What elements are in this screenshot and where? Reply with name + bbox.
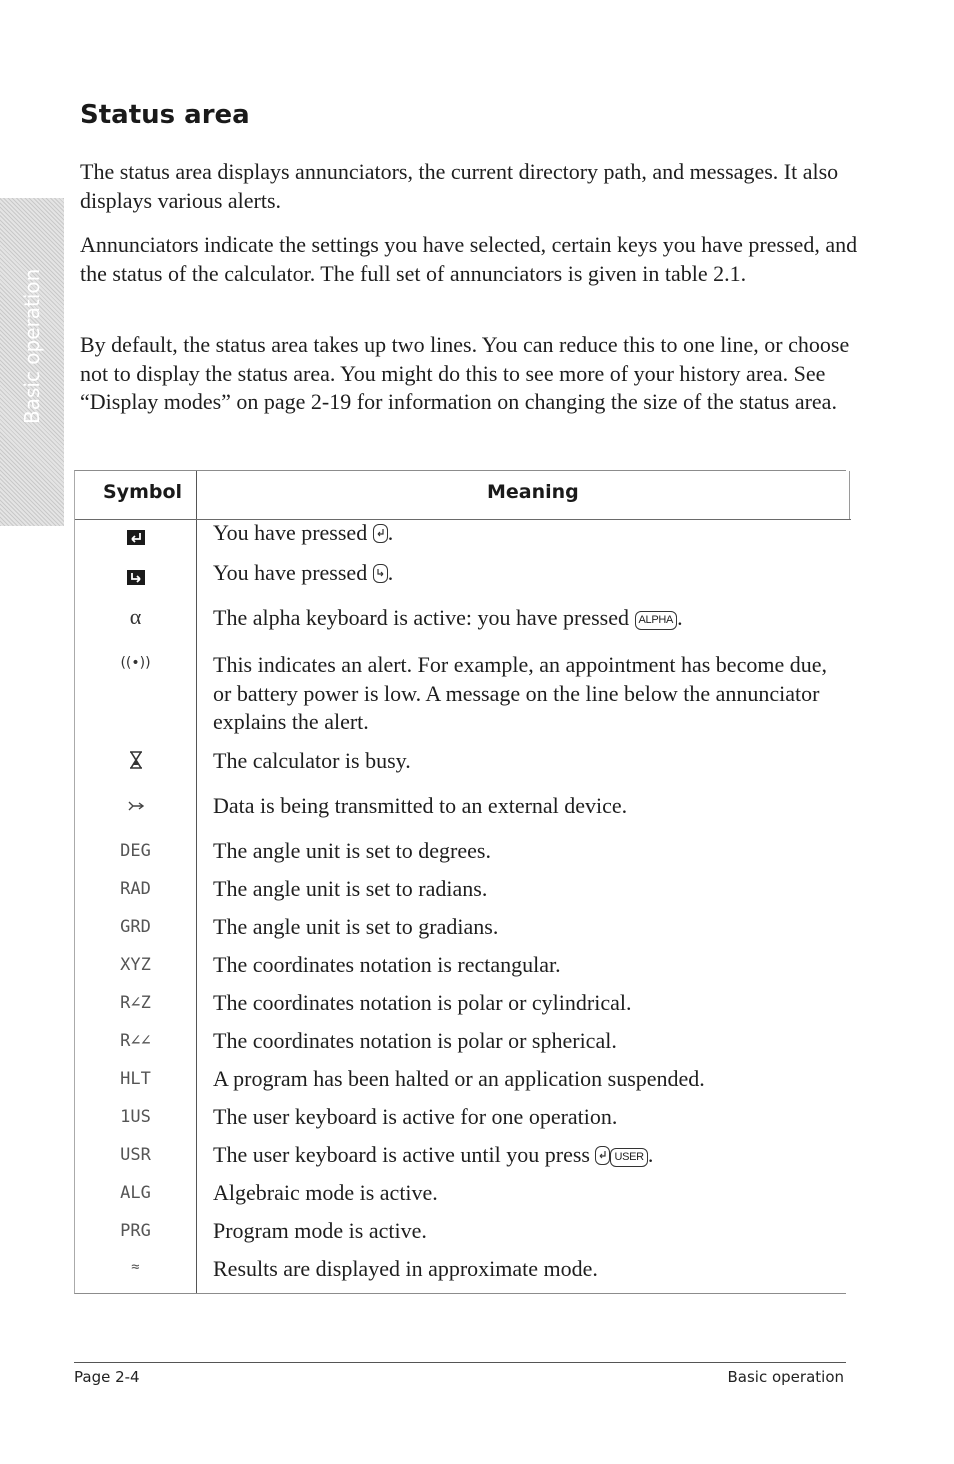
meaning-cell: The coordinates notation is polar or spherical. [213, 1028, 617, 1053]
symbol-cell: RAD [120, 879, 151, 899]
meaning-cell: This indicates an alert. For example, an appointment has become due, or battery power is low. A message on the line below the annunciator explains the alert. [213, 652, 827, 734]
meaning-cell: The user keyboard is active for one operation. [213, 1104, 618, 1129]
meaning-cell: The coordinates notation is rectangular. [213, 952, 561, 977]
chapter-name: Basic operation [727, 1368, 844, 1386]
meaning-cell [213, 604, 843, 633]
symbol-cell [75, 751, 196, 774]
column-divider [196, 471, 197, 1293]
meaning-text: You have pressed [213, 560, 368, 585]
hourglass-icon [129, 751, 143, 769]
meaning-cell: A program has been halted or an application suspended. [213, 1066, 705, 1091]
symbol-cell [75, 567, 196, 587]
meaning-cell: Algebraic mode is active. [213, 1180, 438, 1205]
paragraph-intro: The status area displays annunciators, the current directory path, and messages. It also displays various alerts. [80, 159, 839, 213]
symbol-cell: α [129, 604, 142, 629]
header-right-border [849, 471, 850, 519]
symbol-cell [75, 527, 196, 547]
meaning-suffix: . [647, 1142, 654, 1167]
meaning-suffix: . [387, 560, 394, 585]
meaning-cell [213, 519, 843, 548]
meaning-cell: The angle unit is set to gradians. [213, 914, 499, 939]
left-shift-key-icon [595, 1146, 610, 1165]
meaning-column-header: Meaning [487, 481, 579, 503]
symbol-cell: ALG [120, 1183, 151, 1203]
meaning-cell: Results are displayed in approximate mode. [213, 1256, 598, 1281]
alpha-key: ALPHA [635, 611, 678, 630]
paragraph-annunciators: Annunciators indicate the settings you have selected, certain keys you have pressed, and the status of the calculator. The full set of annunciators is given in table 2.1. [80, 232, 858, 286]
meaning-text: You have pressed [213, 520, 368, 545]
symbol-cell: HLT [120, 1069, 151, 1089]
meaning-cell: Program mode is active. [213, 1218, 427, 1243]
symbol-cell: GRD [120, 917, 151, 937]
meaning-text: The user keyboard is active until you press [213, 1142, 590, 1167]
annunciator-table [74, 470, 846, 1294]
paragraph-default-lines: By default, the status area takes up two lines. You can reduce this to one line, or choose not to display the status area. You might do this to see more of your history area. See “Display modes” on page 2-19 for information on changing the size of the status area. [80, 332, 850, 414]
symbol-cell: 1US [120, 1107, 151, 1127]
symbol-cell: XYZ [120, 955, 151, 975]
symbol-cell: PRG [120, 1221, 151, 1241]
meaning-cell: The calculator is busy. [213, 748, 411, 773]
transmit-arrow-icon [127, 800, 145, 812]
meaning-text: The alpha keyboard is active: you have pressed [213, 605, 630, 630]
side-tab-text: Basic operation [20, 268, 44, 424]
symbol-cell: R∠Z [120, 993, 151, 1013]
meaning-cell: The angle unit is set to degrees. [213, 838, 491, 863]
symbol-cell: R∠∠ [120, 1031, 151, 1051]
meaning-cell: The angle unit is set to radians. [213, 876, 488, 901]
meaning-cell [213, 1141, 843, 1170]
left-shift-annunciator-icon [127, 530, 145, 545]
symbol-cell: ≈ [131, 1259, 140, 1275]
meaning-suffix: . [677, 605, 683, 630]
page-number: Page 2-4 [74, 1368, 140, 1386]
footer-rule [74, 1362, 846, 1363]
meaning-suffix: . [387, 520, 394, 545]
section-heading: Status area [80, 100, 250, 130]
symbol-cell: ((•)) [120, 655, 151, 671]
symbol-cell [75, 797, 196, 817]
meaning-cell: The coordinates notation is polar or cylindrical. [213, 990, 632, 1015]
user-key: USER [610, 1148, 647, 1167]
symbol-cell: DEG [120, 841, 151, 861]
right-shift-key-icon [373, 564, 388, 583]
symbol-column-header: Symbol [103, 481, 183, 503]
left-shift-key-icon [373, 524, 388, 543]
meaning-cell [213, 559, 843, 588]
right-shift-annunciator-icon [127, 570, 145, 585]
meaning-cell: Data is being transmitted to an external device. [213, 793, 628, 818]
symbol-cell: USR [120, 1145, 151, 1165]
